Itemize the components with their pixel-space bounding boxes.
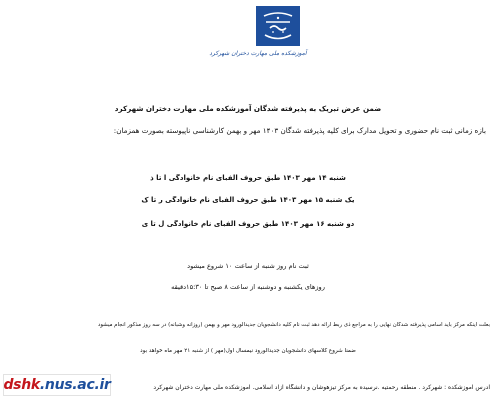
schedule-line-3: دو شنبه ۱۶ مهر ۱۴۰۳ طبق حروف الفبای نام خانوادگی ل تا ی <box>141 220 355 228</box>
schedule-line-1: شنبه ۱۴ مهر ۱۴۰۳ طبق حروف الفبای نام خانوادگی آ تا ذ <box>150 174 346 182</box>
registration-intro: بازه زمانی ثبت نام حضوری و تحویل مدارک برای کلیه پذیرفته شدگان ۱۴۰۳ مهر و بهمن کارشناسی ناپیوسته بصورت همزمان: <box>113 126 486 135</box>
congratulations-heading: ضمن عرض تبریک به پذیرفته شدگان آموزشکده ملی مهارت دختران شهرکرد <box>114 104 382 113</box>
watermark-part-2: .nus.ac.ir <box>39 377 111 393</box>
schedule-line-2: یک شنبه ۱۵ مهر ۱۴۰۳ طبق حروف الفبای نام خانوادگی ر تا ک <box>141 196 355 204</box>
institute-logo-icon <box>256 6 300 46</box>
registration-start-time: ثبت نام روز شنبه از ساعت ۱۰ شروع میشود <box>187 262 309 270</box>
watermark-part-1: dshk <box>3 377 40 393</box>
registration-days-hours: روزهای یکشنبه و دوشنبه از ساعت ۸ صبح تا ۱۵:۳۰دقیقه <box>171 283 325 291</box>
institute-address: آدرس آموزشکده : شهرکرد . منطقه رحمتیه .نرسیده به مرکز تیزهوشان و دانشگاه آزاد اسلامی. آموزشکده ملی مهارت دختران شهرکرد <box>153 384 490 391</box>
logo-caption: آموزشکده ملی مهارت دختران شهرکرد <box>209 50 307 57</box>
site-watermark <box>3 374 111 396</box>
classes-start-note: ضمنا شروع کلاسهای دانشجویان جدیدالورود نیمسال اول(مهر ) از شنبه ۲۱ مهر ماه خواهد بود <box>140 348 356 354</box>
watermark-text <box>3 377 110 393</box>
registration-note: بعلت اینکه مرکز باید اسامی پذیرفته شدگان نهایی را به مراجع ذی ربط ارائه دهد ثبت نام کلیه دانشجویان جدیدالورود مهر و بهمن (روزانه وشبانه) در سه روز مذکور انجام میشود <box>97 322 490 328</box>
